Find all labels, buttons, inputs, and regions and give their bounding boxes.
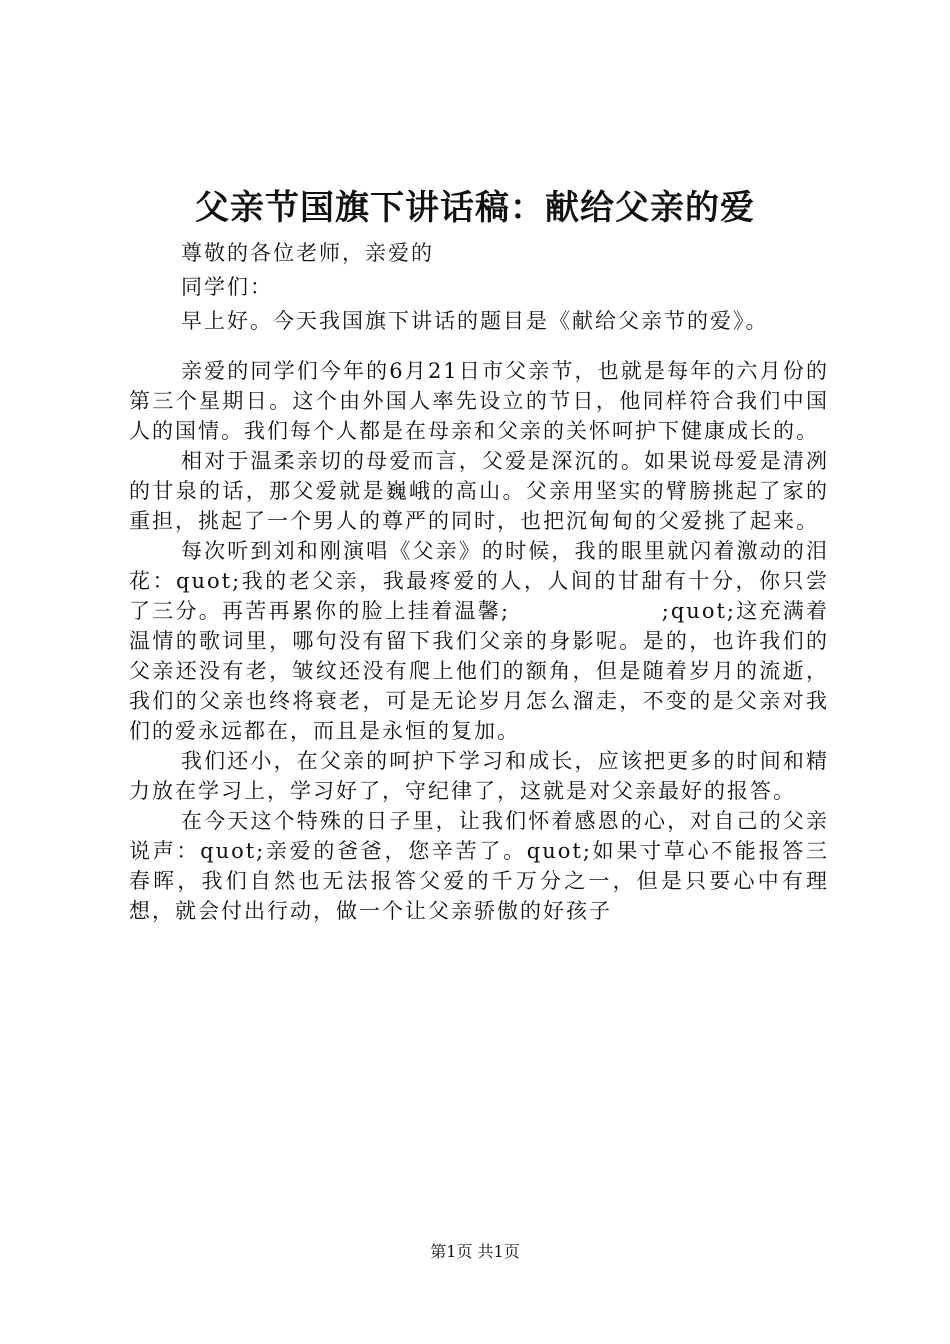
- speech-intro: [181, 236, 881, 338]
- body-paragraph: 相对于温柔亲切的母爱而言，父爱是深沉的。如果说母爱是清冽的甘泉的话，那父爱就是巍峨的高山。父亲用坚实的臂膀挑起了家的重担，挑起了一个男人的尊严的同时，也把沉甸甸的父爱挑了起来。: [129, 449, 829, 533]
- body-paragraph: 在今天这个特殊的日子里，让我们怀着感恩的心，对自己的父亲说声：quot;亲爱的爸爸，您辛苦了。quot;如果寸草心不能报答三春晖，我们自然也无法报答父爱的千万分之一，但是只要心中有理想，就会付出行动，做一个让父亲骄傲的好孩子: [129, 809, 829, 923]
- body-paragraph: 亲爱的同学们今年的6月21日市父亲节，也就是每年的六月份的第三个星期日。这个由外国人率先设立的节日，他同样符合我们中国人的国情。我们每个人都是在母亲和父亲的关怀呵护下健康成长的。: [129, 359, 829, 443]
- body-paragraph: 我们还小，在父亲的呵护下学习和成长，应该把更多的时间和精力放在学习上，学习好了，守纪律了，这就是对父亲最好的报答。: [129, 749, 829, 803]
- page-footer: 第1页 共1页: [430, 1242, 520, 1261]
- page-title: 父亲节国旗下讲话稿：献给父亲的爱: [195, 188, 755, 228]
- greeting-line: 同学们：: [181, 275, 273, 299]
- body-paragraph: 每次听到刘和刚演唱《父亲》的时候，我的眼里就闪着激动的泪花：quot;我的老父亲，我最疼爱的人，人间的甘甜有十分，你只尝了三分。再苦再累你的脸上挂着温馨; ;quot;这充满着温情的歌词里，哪句没有留下我们父亲的身影呢。是的，也许我们的父亲还没有老，皱纹还没有爬上他们的额角，但是随着岁月的流逝，我们的父亲也终将衰老，可是无论岁月怎么溜走，不变的是父亲对我们的爱永远都在，而且是永恒的复加。: [129, 539, 829, 743]
- speech-body: [129, 356, 829, 926]
- greeting-line: 尊敬的各位老师，亲爱的: [181, 241, 434, 265]
- opening-line: 早上好。今天我国旗下讲话的题目是《献给父亲节的爱》。: [181, 309, 769, 333]
